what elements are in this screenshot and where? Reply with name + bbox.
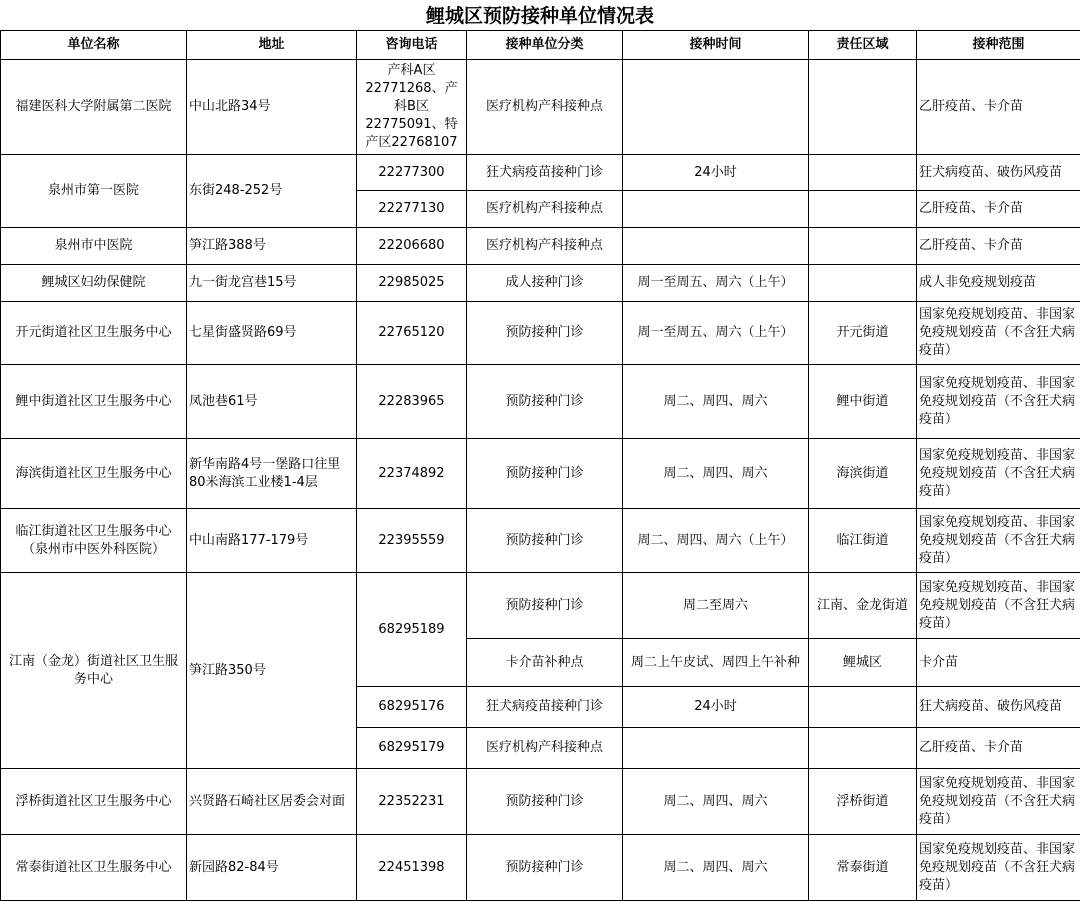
unit-area: 江南、金龙街道 (809, 573, 917, 639)
unit-address: 中山北路34号 (187, 60, 357, 155)
header-address: 地址 (187, 31, 357, 60)
unit-area (809, 228, 917, 265)
unit-address: 新华南路4号一堡路口往里80米海滨工业楼1-4层 (187, 439, 357, 509)
unit-category: 医疗机构产科接种点 (467, 191, 623, 228)
unit-area: 海滨街道 (809, 439, 917, 509)
unit-scope: 乙肝疫苗、卡介苗 (917, 228, 1080, 265)
unit-time (623, 60, 809, 155)
unit-phone: 22352231 (357, 769, 467, 835)
table-row (1, 835, 1080, 901)
unit-category: 预防接种门诊 (467, 573, 623, 639)
unit-area (809, 191, 917, 228)
unit-area (809, 265, 917, 302)
unit-name: 浮桥街道社区卫生服务中心 (1, 769, 187, 835)
unit-scope: 卡介苗 (917, 639, 1080, 687)
header-area: 责任区域 (809, 31, 917, 60)
unit-area: 常泰街道 (809, 835, 917, 901)
unit-scope: 狂犬病疫苗、破伤风疫苗 (917, 687, 1080, 728)
unit-category: 预防接种门诊 (467, 509, 623, 573)
header-phone: 咨询电话 (357, 31, 467, 60)
unit-time: 周二上午皮试、周四上午补种 (623, 639, 809, 687)
unit-scope: 乙肝疫苗、卡介苗 (917, 60, 1080, 155)
unit-time: 周二、周四、周六 (623, 439, 809, 509)
unit-phone: 22374892 (357, 439, 467, 509)
unit-area (809, 687, 917, 728)
unit-phone: 产科A区22771268、产科B区22775091、特产区22768107 (357, 60, 467, 155)
unit-area (809, 155, 917, 191)
unit-name: 鲤城区妇幼保健院 (1, 265, 187, 302)
unit-scope: 乙肝疫苗、卡介苗 (917, 728, 1080, 769)
unit-scope: 国家免疫规划疫苗、非国家免疫规划疫苗（不含狂犬病疫苗） (917, 573, 1080, 639)
unit-scope: 狂犬病疫苗、破伤风疫苗 (917, 155, 1080, 191)
unit-name: 鲤中街道社区卫生服务中心 (1, 365, 187, 439)
table-row (1, 509, 1080, 573)
unit-scope: 国家免疫规划疫苗、非国家免疫规划疫苗（不含狂犬病疫苗） (917, 509, 1080, 573)
unit-phone: 22277130 (357, 191, 467, 228)
unit-category: 成人接种门诊 (467, 265, 623, 302)
unit-phone: 22277300 (357, 155, 467, 191)
unit-scope: 国家免疫规划疫苗、非国家免疫规划疫苗（不含狂犬病疫苗） (917, 835, 1080, 901)
unit-category: 预防接种门诊 (467, 302, 623, 365)
unit-time: 周二、周四、周六（上午） (623, 509, 809, 573)
page-title: 鲤城区预防接种单位情况表 (425, 5, 654, 27)
unit-address: 七星街盛贤路69号 (187, 302, 357, 365)
unit-category: 预防接种门诊 (467, 365, 623, 439)
unit-name: 临江街道社区卫生服务中心（泉州市中医外科医院） (1, 509, 187, 573)
header-category: 接种单位分类 (467, 31, 623, 60)
table-header-row (1, 31, 1080, 60)
unit-address: 东街248-252号 (187, 155, 357, 228)
unit-phone: 22395559 (357, 509, 467, 573)
unit-address: 九一街龙宫巷15号 (187, 265, 357, 302)
unit-scope: 国家免疫规划疫苗、非国家免疫规划疫苗（不含狂犬病疫苗） (917, 439, 1080, 509)
unit-phone: 68295176 (357, 687, 467, 728)
unit-name: 泉州市中医院 (1, 228, 187, 265)
table-row (1, 439, 1080, 509)
unit-phone: 22451398 (357, 835, 467, 901)
unit-category: 预防接种门诊 (467, 769, 623, 835)
unit-category: 医疗机构产科接种点 (467, 228, 623, 265)
unit-scope: 国家免疫规划疫苗、非国家免疫规划疫苗（不含狂犬病疫苗） (917, 769, 1080, 835)
unit-address: 新园路82-84号 (187, 835, 357, 901)
table-row (1, 302, 1080, 365)
unit-name: 常泰街道社区卫生服务中心 (1, 835, 187, 901)
unit-category: 预防接种门诊 (467, 835, 623, 901)
unit-category: 预防接种门诊 (467, 439, 623, 509)
unit-address: 中山南路177-179号 (187, 509, 357, 573)
unit-name: 福建医科大学附属第二医院 (1, 60, 187, 155)
unit-area: 开元街道 (809, 302, 917, 365)
unit-address: 笋江路388号 (187, 228, 357, 265)
unit-time: 周二、周四、周六 (623, 365, 809, 439)
unit-address: 凤池巷61号 (187, 365, 357, 439)
unit-time (623, 191, 809, 228)
header-name: 单位名称 (1, 31, 187, 60)
header-time: 接种时间 (623, 31, 809, 60)
unit-time: 24小时 (623, 155, 809, 191)
unit-time: 周二、周四、周六 (623, 835, 809, 901)
unit-time (623, 228, 809, 265)
unit-name: 江南（金龙）街道社区卫生服务中心 (1, 573, 187, 769)
unit-category: 医疗机构产科接种点 (467, 60, 623, 155)
header-scope: 接种范围 (917, 31, 1080, 60)
unit-area: 浮桥街道 (809, 769, 917, 835)
unit-phone: 68295189 (357, 573, 467, 687)
unit-time (623, 728, 809, 769)
table-row (1, 228, 1080, 265)
unit-time: 周二至周六 (623, 573, 809, 639)
unit-scope: 国家免疫规划疫苗、非国家免疫规划疫苗（不含狂犬病疫苗） (917, 365, 1080, 439)
table-row (1, 155, 1080, 191)
unit-time: 周二、周四、周六 (623, 769, 809, 835)
unit-phone: 22985025 (357, 265, 467, 302)
unit-address: 笋江路350号 (187, 573, 357, 769)
unit-address: 兴贤路石崎社区居委会对面 (187, 769, 357, 835)
unit-area: 鲤城区 (809, 639, 917, 687)
unit-category: 狂犬病疫苗接种门诊 (467, 155, 623, 191)
vaccination-table (0, 30, 1080, 901)
unit-area (809, 60, 917, 155)
unit-category: 卡介苗补种点 (467, 639, 623, 687)
unit-time: 24小时 (623, 687, 809, 728)
unit-time: 周一至周五、周六（上午） (623, 302, 809, 365)
unit-scope: 乙肝疫苗、卡介苗 (917, 191, 1080, 228)
table-row (1, 265, 1080, 302)
table-row (1, 769, 1080, 835)
unit-area: 鲤中街道 (809, 365, 917, 439)
unit-category: 狂犬病疫苗接种门诊 (467, 687, 623, 728)
unit-scope: 成人非免疫规划疫苗 (917, 265, 1080, 302)
unit-category: 医疗机构产科接种点 (467, 728, 623, 769)
table-row (1, 365, 1080, 439)
unit-phone: 22206680 (357, 228, 467, 265)
unit-scope: 国家免疫规划疫苗、非国家免疫规划疫苗（不含狂犬病疫苗） (917, 302, 1080, 365)
unit-area: 临江街道 (809, 509, 917, 573)
unit-phone: 22765120 (357, 302, 467, 365)
unit-name: 海滨街道社区卫生服务中心 (1, 439, 187, 509)
unit-name: 泉州市第一医院 (1, 155, 187, 228)
unit-phone: 22283965 (357, 365, 467, 439)
unit-phone: 68295179 (357, 728, 467, 769)
table-row (1, 573, 1080, 639)
table-row (1, 60, 1080, 155)
unit-time: 周一至周五、周六（上午） (623, 265, 809, 302)
unit-name: 开元街道社区卫生服务中心 (1, 302, 187, 365)
unit-area (809, 728, 917, 769)
